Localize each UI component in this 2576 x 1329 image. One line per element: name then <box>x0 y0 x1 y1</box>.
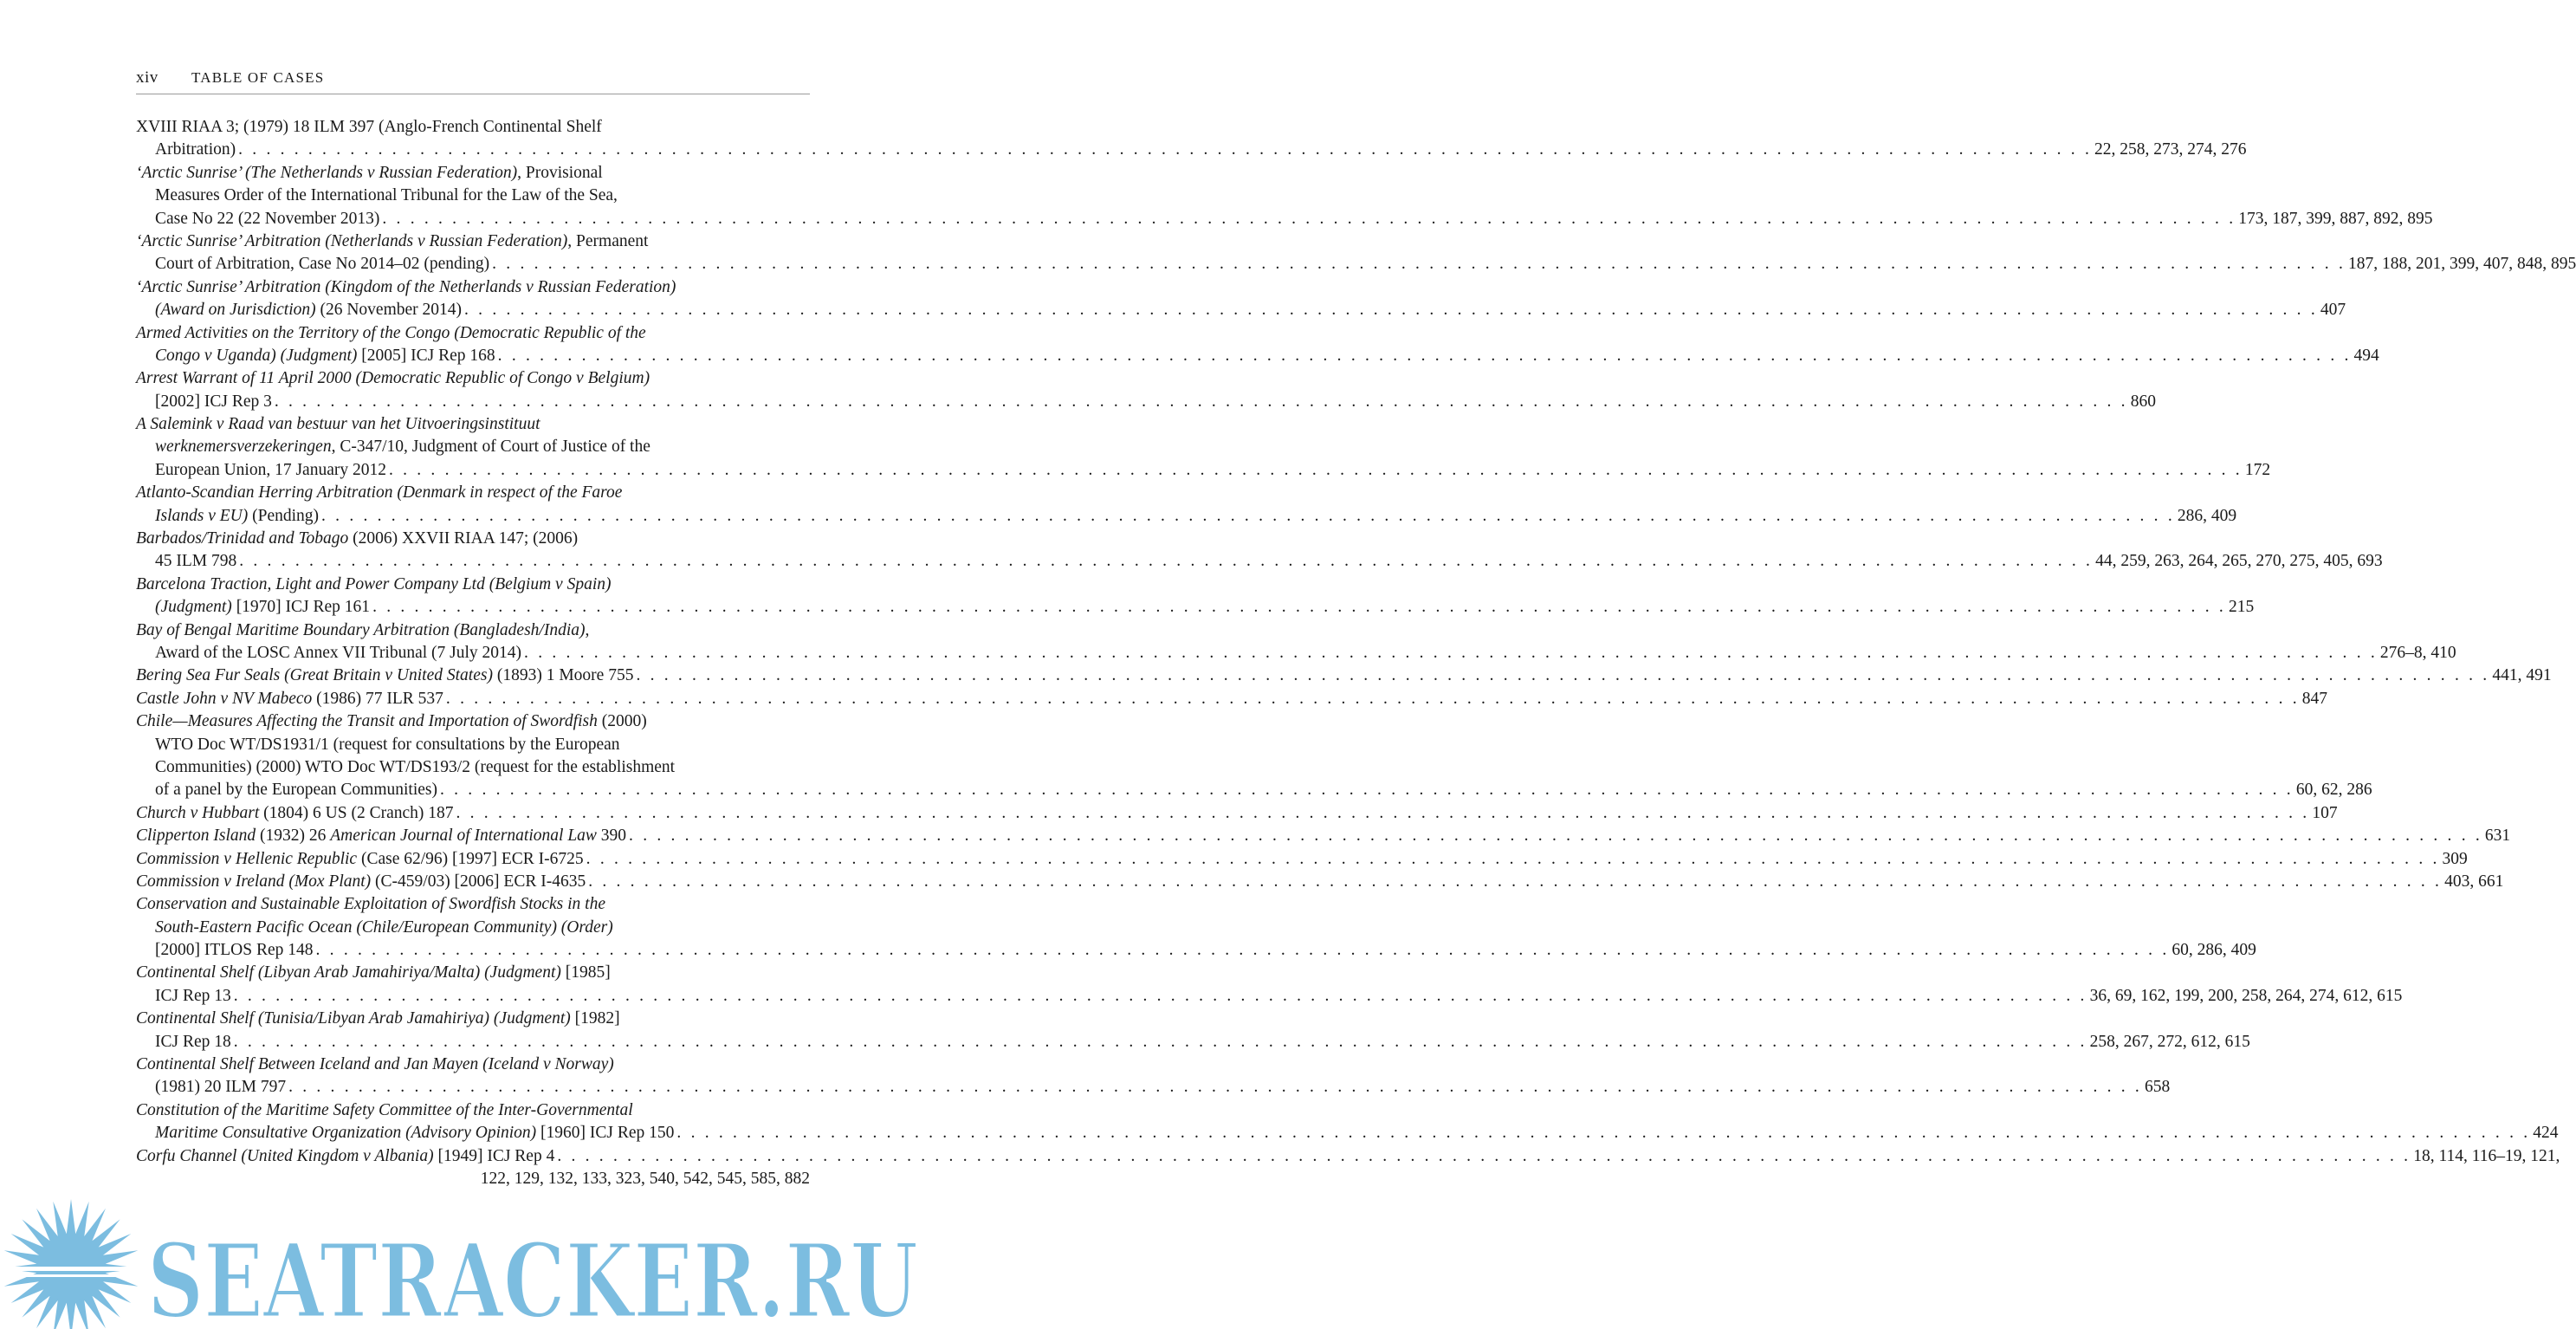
page-references: 173, 187, 399, 887, 892, 895 <box>2238 209 2433 228</box>
entry-text <box>136 871 586 893</box>
dot-leader <box>446 688 2300 710</box>
entry-line <box>136 574 810 596</box>
entry-line <box>136 1122 2559 1144</box>
dot-leader <box>288 1076 2142 1099</box>
watermark <box>0 1189 935 1329</box>
dot-leader <box>557 1145 2411 1168</box>
page-references: 631 <box>2484 827 2511 846</box>
citation: (1986) 77 ILR 537 <box>312 689 443 708</box>
case-name: werknemersverzekeringen <box>155 438 332 457</box>
entry-line <box>136 710 810 733</box>
page-references: 18, 114, 116–19, 121, <box>2413 1146 2560 1165</box>
dot-leader <box>492 253 2346 276</box>
citation: (1932) 26 <box>256 827 331 846</box>
dot-leader <box>234 1031 2087 1053</box>
entry-text <box>155 208 379 230</box>
case-entry <box>136 688 2328 710</box>
citation: [1949] ICJ Rep 4 <box>433 1146 555 1165</box>
case-entry <box>136 116 2247 162</box>
citation: Communities) (2000) WTO Doc WT/DS193/2 (request for the establishment <box>155 757 676 776</box>
citation: ICJ Rep 13 <box>155 986 231 1005</box>
entry-text <box>155 550 236 573</box>
entry-text <box>155 1076 286 1099</box>
page-references: 860 <box>2130 392 2156 411</box>
entry-line <box>136 162 810 185</box>
dot-leader <box>440 779 2294 801</box>
case-entry <box>136 825 2511 847</box>
citation: , Provisional <box>517 163 603 182</box>
entry-line <box>136 253 2576 276</box>
entry-line <box>136 208 2433 230</box>
case-name: (Award on Jurisdiction) <box>155 301 316 320</box>
entry-line <box>136 116 810 139</box>
case-entry <box>136 871 2504 893</box>
case-name: South-Eastern Pacific Ocean (Chile/European Community) (Order) <box>155 917 613 937</box>
case-entry <box>136 848 2468 871</box>
entry-line <box>136 734 810 756</box>
citation: [1985] <box>560 963 611 982</box>
page-references: 172 <box>2244 460 2271 479</box>
dot-leader <box>234 985 2087 1008</box>
entry-line <box>136 276 810 299</box>
entry-line <box>136 802 2338 825</box>
dot-leader <box>316 939 2170 962</box>
entry-line <box>136 619 810 642</box>
case-entry <box>136 322 2379 368</box>
case-entry <box>136 276 2346 322</box>
entry-line <box>136 939 2256 962</box>
case-entry <box>136 1053 2171 1099</box>
case-entry <box>136 893 2256 962</box>
running-header <box>136 68 810 94</box>
entry-line <box>136 550 2383 573</box>
horizon-line-2 <box>0 1274 143 1277</box>
citation: (1893) 1 Moore 755 <box>492 666 634 685</box>
entry-text <box>155 779 437 801</box>
page-references: 258, 267, 272, 612, 615 <box>2089 1032 2250 1051</box>
case-entry <box>136 802 2338 825</box>
page-references: 60, 62, 286 <box>2295 781 2372 800</box>
case-entry <box>136 1008 2250 1053</box>
case-name: Islands v EU) <box>155 506 249 525</box>
case-entry <box>136 367 2156 413</box>
citation: (2006) XXVII RIAA 147; (2006) <box>348 529 579 548</box>
case-name: Continental Shelf (Libyan Arab Jamahiriya/Malta) (Judgment) <box>136 963 561 982</box>
case-entry <box>136 482 2237 528</box>
entry-text <box>155 939 314 962</box>
dot-leader <box>464 299 2318 321</box>
entry-line <box>136 893 810 916</box>
entry-line <box>136 985 2403 1008</box>
citation: (26 November 2014) <box>315 301 463 320</box>
page-number: xiv <box>136 68 159 87</box>
case-name: Maritime Consultative Organization (Advisory Opinion) <box>155 1124 537 1143</box>
page-references: 658 <box>2144 1078 2171 1097</box>
citation: of a panel by the European Communities) <box>155 781 437 800</box>
page-references: 187, 188, 201, 399, 407, 848, 895 <box>2348 255 2576 274</box>
case-name: Castle John v NV Mabeco <box>136 689 313 708</box>
case-name: Clipperton Island <box>136 827 256 846</box>
case-name: Commission v Ireland (Mox Plant) <box>136 872 372 891</box>
entry-line <box>136 528 810 550</box>
case-entry <box>136 413 2271 482</box>
citation: European Union, 17 January 2012 <box>155 460 386 479</box>
entry-text <box>136 802 454 825</box>
entry-line <box>136 413 810 436</box>
citation: (Pending) <box>248 506 320 525</box>
entry-line <box>136 230 810 253</box>
entry-text <box>155 345 495 367</box>
case-name: Barbados/Trinidad and Tobago <box>136 529 349 548</box>
dot-leader <box>275 391 2128 413</box>
entry-line <box>136 756 810 779</box>
case-entry <box>136 619 2456 665</box>
case-name: Continental Shelf (Tunisia/Libyan Arab Jamahiriya) (Judgment) <box>136 1009 571 1028</box>
page-references: 309 <box>2442 849 2468 868</box>
citation: Measures Order of the International Tribunal for the Law of the Sea, <box>155 186 618 205</box>
page-references: 22, 258, 273, 274, 276 <box>2094 140 2247 159</box>
dot-leader <box>239 550 2093 573</box>
dot-leader <box>524 642 2378 664</box>
citation: (1981) 20 ILM 797 <box>155 1078 287 1097</box>
entry-text <box>136 664 633 687</box>
entry-line <box>136 825 2511 847</box>
page-references: 44, 259, 263, 264, 265, 270, 275, 405, 693 <box>2095 552 2383 571</box>
dot-leader <box>676 1122 2530 1144</box>
entry-line <box>136 345 2379 367</box>
dot-leader <box>588 871 2442 893</box>
case-entry <box>136 664 2552 687</box>
entry-text <box>155 596 370 619</box>
entry-line <box>136 688 2328 710</box>
entry-line <box>136 436 810 458</box>
citation: (Case 62/96) [1997] ECR I-6725 <box>357 849 584 868</box>
case-name: A Salemink v Raad van bestuur van het Uitvoeringsinstituut <box>136 415 540 434</box>
entry-line <box>136 1031 2250 1053</box>
case-entry <box>136 1145 2560 1191</box>
entry-text <box>155 299 462 321</box>
entry-line <box>136 322 810 345</box>
page-references: 494 <box>2353 346 2379 365</box>
citation: 390 <box>596 827 627 846</box>
page-references: 60, 286, 409 <box>2171 941 2256 960</box>
citation: Arbitration) <box>155 140 236 159</box>
entry-line <box>136 1145 2560 1168</box>
entry-line <box>136 664 2552 687</box>
page-references: 441, 491 <box>2492 666 2552 685</box>
case-name: Conservation and Sustainable Exploitation of Swordfish Stocks in the <box>136 895 606 914</box>
dot-leader <box>586 848 2440 871</box>
citation: Award of the LOSC Annex VII Tribunal (7 July 2014) <box>155 643 522 662</box>
citation: 45 ILM 798 <box>155 552 237 571</box>
entry-text <box>155 391 272 413</box>
case-name: Bay of Bengal Maritime Boundary Arbitration (Bangladesh/India) <box>136 620 586 639</box>
citation: , <box>585 620 590 639</box>
entry-text <box>136 1145 554 1168</box>
citation: [2000] ITLOS Rep 148 <box>155 941 314 960</box>
citation: (2000) <box>597 712 647 731</box>
entry-line <box>136 642 2456 664</box>
citation: XVIII RIAA 3; (1979) 18 ILM 397 (Anglo-French Continental Shelf <box>136 118 602 136</box>
entry-line <box>136 596 2255 619</box>
table-of-cases <box>136 116 2576 1190</box>
entry-line <box>136 1099 810 1122</box>
page-references: 407 <box>2320 301 2346 320</box>
entry-text <box>155 1122 674 1144</box>
citation: [1970] ICJ Rep 161 <box>231 598 371 617</box>
entry-line <box>136 848 2468 871</box>
entry-line <box>136 299 2346 321</box>
case-name: Barcelona Traction, Light and Power Company Ltd (Belgium v Spain) <box>136 574 612 593</box>
watermark-text: SEATRACKER.RU <box>147 1221 918 1329</box>
page-references: 215 <box>2228 598 2255 617</box>
case-name: ‘Arctic Sunrise’ (The Netherlands v Russian Federation) <box>136 163 518 182</box>
entry-line <box>136 917 810 939</box>
dot-leader <box>372 596 2226 619</box>
case-name: Corfu Channel (United Kingdom v Albania) <box>136 1146 434 1165</box>
page-references: 107 <box>2312 803 2338 822</box>
entry-text <box>136 825 626 847</box>
citation: ICJ Rep 18 <box>155 1032 231 1051</box>
page-references: 847 <box>2301 689 2328 708</box>
case-name: Arrest Warrant of 11 April 2000 (Democratic Republic of Congo v Belgium) <box>136 369 650 388</box>
entry-text <box>155 1031 231 1053</box>
entry-text <box>136 688 443 710</box>
citation: , C-347/10, Judgment of Court of Justice of the <box>331 438 650 457</box>
case-name: ‘Arctic Sunrise’ Arbitration (Kingdom of the Netherlands v Russian Federation) <box>136 277 676 296</box>
entry-line <box>136 505 2237 528</box>
entry-line <box>136 1008 810 1030</box>
case-entry <box>136 710 2372 802</box>
case-name: Continental Shelf Between Iceland and Jan Mayen (Iceland v Norway) <box>136 1055 614 1074</box>
case-name: Atlanto-Scandian Herring Arbitration (Denmark in respect of the Faroe <box>136 483 623 502</box>
citation: [1982] <box>570 1009 620 1028</box>
entry-text <box>136 848 584 871</box>
dot-leader <box>382 208 2236 230</box>
dot-leader <box>321 505 2175 528</box>
page-references: 286, 409 <box>2177 506 2237 525</box>
dot-leader <box>456 802 2310 825</box>
case-name: Church v Hubbart <box>136 803 260 822</box>
case-entry <box>136 574 2255 619</box>
dot-leader <box>238 139 2092 161</box>
dot-leader <box>636 664 2489 687</box>
case-entry <box>136 1099 2559 1145</box>
case-entry <box>136 162 2433 230</box>
entry-line <box>136 1076 2171 1099</box>
case-entry <box>136 962 2403 1008</box>
sun-icon <box>0 1199 143 1329</box>
entry-text <box>155 505 319 528</box>
entry-line <box>136 185 810 207</box>
horizon-line <box>0 1267 143 1271</box>
dot-leader <box>629 825 2482 847</box>
case-name: Commission v Hellenic Republic <box>136 849 358 868</box>
dot-leader <box>498 345 2352 367</box>
entry-text <box>155 985 231 1008</box>
entry-line <box>136 871 2504 893</box>
citation: , Permanent <box>567 231 649 250</box>
case-entry <box>136 528 2383 574</box>
entry-text <box>155 253 489 276</box>
case-name: Constitution of the Maritime Safety Committee of the Inter-Governmental <box>136 1100 633 1119</box>
entry-line <box>136 1053 810 1076</box>
citation: (1804) 6 US (2 Cranch) 187 <box>259 803 454 822</box>
entry-line <box>136 459 2271 482</box>
case-name: (Judgment) <box>155 598 232 617</box>
case-name: Chile—Measures Affecting the Transit and Importation of Swordfish <box>136 712 598 731</box>
citation: Case No 22 (22 November 2013) <box>155 209 380 228</box>
entry-line <box>136 391 2156 413</box>
page-references: 36, 69, 162, 199, 200, 258, 264, 274, 612, 615 <box>2089 986 2403 1005</box>
case-name: Armed Activities on the Territory of the Congo (Democratic Republic of the <box>136 323 646 342</box>
case-name: American Journal of International Law <box>330 827 597 846</box>
citation: [1960] ICJ Rep 150 <box>536 1124 675 1143</box>
entry-line <box>136 367 810 390</box>
case-name: Bering Sea Fur Seals (Great Britain v United States) <box>136 666 493 685</box>
page-references-continued: 122, 129, 132, 133, 323, 540, 542, 545, 585, 882 <box>480 1169 810 1188</box>
page-references: 276–8, 410 <box>2379 643 2456 662</box>
citation: WTO Doc WT/DS1931/1 (request for consultations by the European <box>155 735 620 754</box>
page-references: 424 <box>2533 1124 2559 1143</box>
dot-leader <box>389 459 2243 482</box>
citation: (C-459/03) [2006] ECR I-4635 <box>371 872 586 891</box>
entry-line <box>136 779 2372 801</box>
case-name: ‘Arctic Sunrise’ Arbitration (Netherlands v Russian Federation) <box>136 231 568 250</box>
entry-line <box>136 139 2247 161</box>
citation: Court of Arbitration, Case No 2014–02 (pending) <box>155 255 490 274</box>
citation: [2002] ICJ Rep 3 <box>155 392 272 411</box>
citation: [2005] ICJ Rep 168 <box>357 346 495 365</box>
entry-text <box>155 642 521 664</box>
entry-line <box>136 482 810 504</box>
page-references: 403, 661 <box>2444 872 2504 891</box>
entry-text <box>155 459 386 482</box>
case-entry <box>136 230 2576 276</box>
running-title: TABLE OF CASES <box>191 69 325 86</box>
case-name: Congo v Uganda) (Judgment) <box>155 346 358 365</box>
entry-line <box>136 962 810 984</box>
entry-text <box>155 139 236 161</box>
